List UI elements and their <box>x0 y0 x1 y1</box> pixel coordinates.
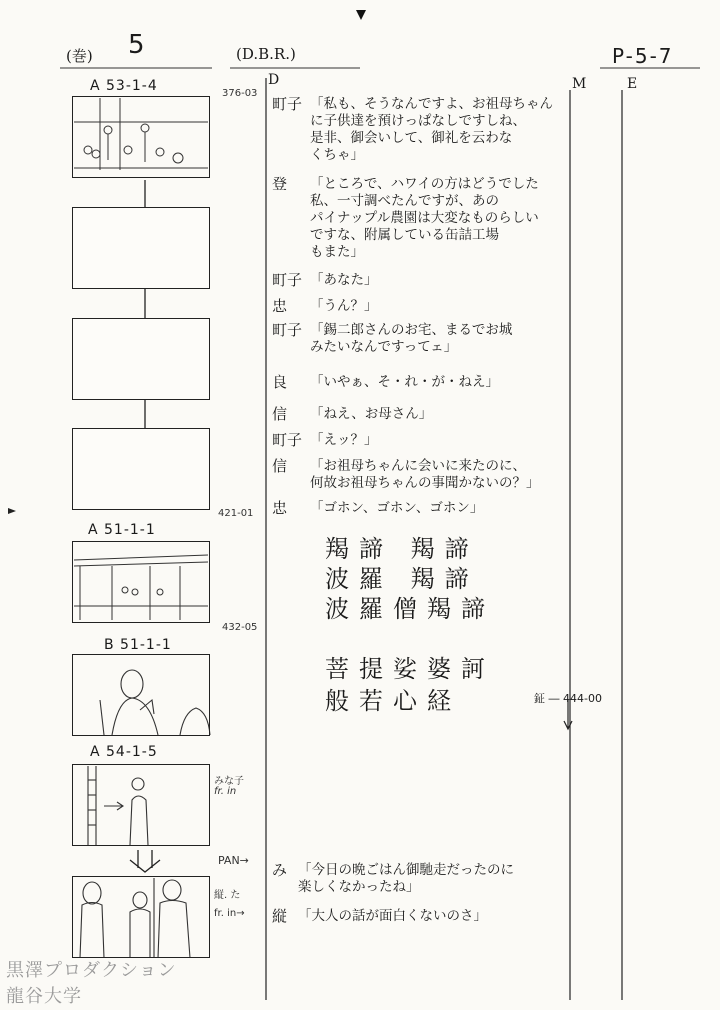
dbr-label: (D.B.R.) <box>236 45 296 63</box>
margin-mark-icon <box>8 508 16 514</box>
line-text: 是非、御会いして、御礼を云わな <box>310 130 513 146</box>
shot3-frame <box>72 541 210 623</box>
dialogue-line-11 <box>272 862 514 896</box>
line-text: 「ゴホン、ゴホン、ゴホン」 <box>310 500 484 516</box>
speaker: 登 <box>272 175 288 193</box>
shot4-label: B 51-1-1 <box>104 637 172 653</box>
shot1-timecode: 376-03 <box>222 88 258 99</box>
reel-number: 5 <box>128 30 145 60</box>
pan-note: PAN→ <box>218 854 249 867</box>
line-text: 「えッ？」 <box>310 432 378 448</box>
dialogue-line-6 <box>272 374 499 391</box>
line-text: 「ところで、ハワイの方はどうでした <box>310 176 539 192</box>
shot5-label: A 54-1-5 <box>90 744 158 760</box>
speaker: 良 <box>272 373 288 391</box>
blank-frame-2 <box>72 318 210 400</box>
line-text: 何故お祖母ちゃんの事聞かないの？」 <box>310 475 540 491</box>
watermark-line-2: 龍谷大学 <box>6 986 82 1007</box>
line-text: 楽しくなかったね」 <box>298 879 420 895</box>
shot1-frame <box>72 96 210 178</box>
watermark-line-1: 黒澤プロダクション <box>6 960 177 981</box>
speaker: 縦 <box>272 907 288 925</box>
shot4-frame <box>72 654 210 736</box>
line-text: 「うん？」 <box>310 298 378 314</box>
line-text: パイナップル農園は大変なものらしい <box>310 210 539 226</box>
blank-frame-1 <box>72 207 210 289</box>
shot6-frame <box>72 876 210 958</box>
double-arrow-head-icon <box>130 860 160 872</box>
line-text: 「いやぁ、そ・れ・が・ねえ」 <box>310 374 499 390</box>
dialogue-line-2 <box>272 176 539 261</box>
shot5-frame <box>72 764 210 846</box>
line-text: 「お祖母ちゃんに会いに来たのに、 <box>310 458 526 474</box>
line-text: 私、一寸調べたんですが、あの <box>310 193 499 209</box>
speaker: 忠 <box>272 499 288 517</box>
dialogue-line-4 <box>272 298 378 315</box>
sutra-line-3: 波羅僧羯諦 <box>325 595 495 623</box>
sutra-line-4: 菩提娑婆訶 <box>325 655 495 683</box>
line-text: に子供達を預けっぱなしですしね、 <box>310 113 526 129</box>
sutra-line-2: 波羅 羯諦 <box>325 565 479 593</box>
dialogue-line-10 <box>272 500 483 517</box>
sutra-line-5: 般若心経 <box>325 687 461 715</box>
speaker: 信 <box>272 405 288 423</box>
line-text: 「今日の晩ごはん御馳走だったのに <box>298 862 514 878</box>
shot5-note-1: みな子 <box>214 776 244 787</box>
dialogue-line-5 <box>272 322 512 356</box>
dialogue-line-12 <box>272 908 487 925</box>
speaker: 忠 <box>272 297 288 315</box>
line-text: みたいなんですってェ」 <box>310 339 458 355</box>
shot6-note-1: 縦. た <box>214 890 241 901</box>
page-number: P-5-7 <box>612 44 674 68</box>
blank-frame-3 <box>72 428 210 510</box>
column-header-d: D <box>268 72 280 88</box>
dialogue-line-9 <box>272 458 540 492</box>
dialogue-line-8 <box>272 432 378 449</box>
speaker: 町子 <box>272 95 303 113</box>
line-text: ですな、附属している缶詰工場 <box>310 227 499 243</box>
speaker: 町子 <box>272 431 303 449</box>
line-text: 「あなた」 <box>310 272 378 288</box>
dialogue-line-7 <box>272 406 432 423</box>
line-text: 「私も、そうなんですよ、お祖母ちゃん <box>310 96 553 112</box>
speaker: 信 <box>272 457 288 475</box>
line-text: もまた」 <box>310 244 364 260</box>
line-text: 「錫二郎さんのお宅、まるでお城 <box>310 322 513 338</box>
shot6-note-2: fr. in→ <box>214 908 245 919</box>
music-cue-note: 鉦 ― 444-00 <box>534 692 602 705</box>
speaker: み <box>272 861 288 879</box>
line-text: くちゃ」 <box>310 147 364 163</box>
line-text: 「大人の話が面白くないのさ」 <box>298 908 487 924</box>
column-header-m: M <box>572 76 587 92</box>
reel-label: (巻) <box>66 47 93 65</box>
speaker: 町子 <box>272 271 303 289</box>
column-header-e: E <box>627 76 638 92</box>
speaker: 町子 <box>272 321 303 339</box>
dialogue-line-3 <box>272 272 378 289</box>
line-text: 「ねえ、お母さん」 <box>310 406 433 422</box>
shot3-timecode: 432-05 <box>222 622 258 633</box>
shot3-label: A 51-1-1 <box>88 522 156 538</box>
top-mark-icon <box>356 10 366 20</box>
shot2-timecode: 421-01 <box>218 508 254 519</box>
dialogue-line-1 <box>272 96 553 164</box>
shot5-note-2: fr. in <box>214 786 237 797</box>
sutra-line-1: 羯諦 羯諦 <box>325 535 479 563</box>
shot1-label: A 53-1-4 <box>90 78 158 94</box>
